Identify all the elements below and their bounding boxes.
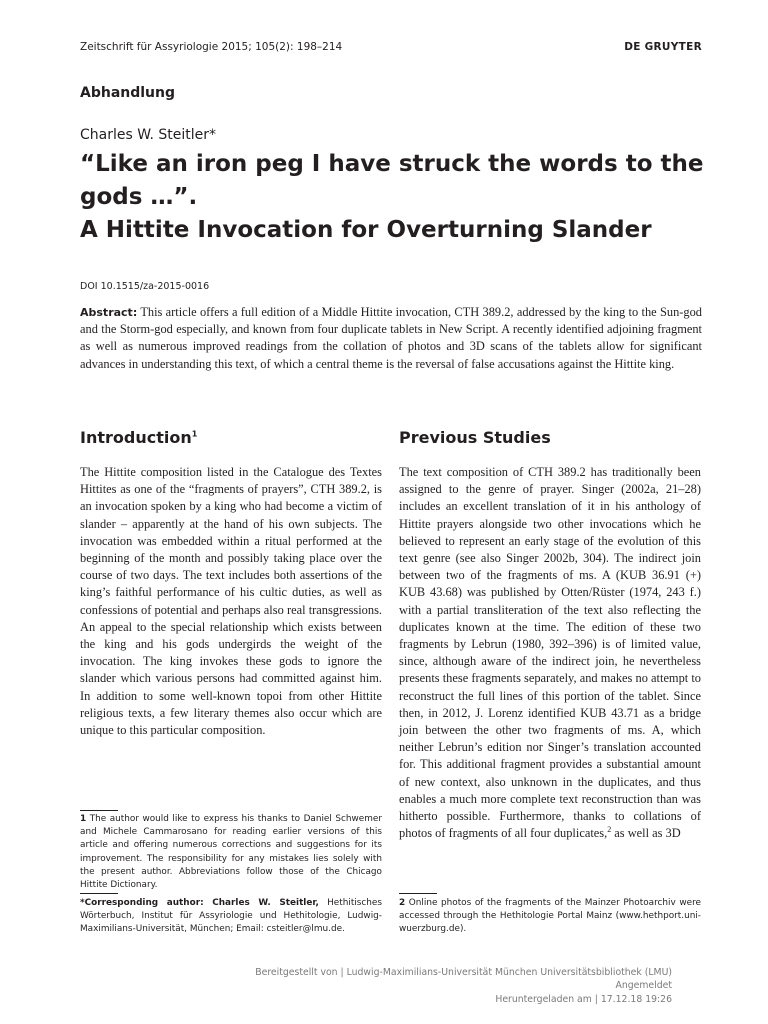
previous-studies-paragraph: [399, 464, 701, 842]
footnote-1-text: The author would like to express his thanks to Daniel Schwemer and Michele Cammarosano for reading earlier versions of this article and offering numerous corrections and suggestions for its improvement. The responsibility for any mistakes lies solely with the present author. Abbreviations follow those of the Chicago Hittite Dictionary.: [80, 814, 382, 891]
article-section-label: Abhandlung: [80, 85, 176, 101]
footnote-ref-1[interactable]: 1: [191, 429, 198, 439]
introduction-body: [80, 464, 382, 739]
footnote-ref-2[interactable]: 2: [607, 825, 612, 835]
introduction-paragraph: The Hittite composition listed in the Catalogue des Textes Hittites as one of the “fragments of prayers”, CTH 389.2, is an invocation spoken by a king who had become a victim of slander – apparently at the hand of his own subjects. The invocation was embedded within a ritual performed at the beginning of the month and possibly taking place over the course of two days. The text includes both assertions of the king’s faithful performance of his cultic duties, as well as confessions of potential and perhaps also real transgressions. An appeal to the special relationship which exists between the king and his gods undergirds the weight of the invocation. The king invokes these gods to ignore the slander which various persons had committed against him. In addition to some well-known topoi from other Hittite religious texts, a few literary themes also occur which are unique to this particular composition.: [80, 465, 382, 738]
footer-provided-by: Bereitgestellt von | Ludwig-Maximilians-Universität München Universitätsbibliothek (LMU): [255, 967, 672, 978]
footnote-rule-right: [399, 893, 437, 894]
doi-link[interactable]: DOI 10.1515/za-2015-0016: [80, 281, 210, 292]
footnote-2: [399, 897, 701, 937]
previous-studies-heading: Previous Studies: [399, 428, 551, 447]
footer-logged-in: Angemeldet: [615, 980, 672, 992]
title-line-3: A Hittite Invocation for Overturning Slander: [80, 217, 652, 243]
title-line-2: gods …”.: [80, 184, 198, 210]
introduction-heading: [80, 428, 197, 447]
introduction-heading-text: Introduction: [80, 428, 192, 447]
journal-citation: Zeitschrift für Assyriologie 2015; 105(2): 198–214: [80, 41, 343, 53]
corresponding-author-note: [80, 897, 382, 937]
footnote-rule-corresponding: [80, 893, 118, 894]
article-title: [80, 148, 704, 247]
footnote-rule-left: [80, 810, 118, 811]
footnote-2-number: 2: [399, 898, 406, 908]
previous-studies-body: [399, 464, 701, 842]
abstract: [80, 304, 702, 373]
footnote-1-number: 1: [80, 814, 87, 824]
download-footer: [255, 966, 672, 1006]
footer-downloaded: Heruntergeladen am | 17.12.18 19:26: [495, 993, 672, 1005]
previous-studies-text-tail: as well as 3D: [611, 826, 681, 841]
previous-studies-text: The text composition of CTH 389.2 has traditionally been assigned to the genre of prayer. Singer (2002a, 21–28) includes an excellent translation of it in his anthology of Hittite prayers alongside two other invocations which he believed to represent an early stage of the evolution of this text genre (see also Singer 2002b, 304). The indirect join between two of the fragments of ms. A (KUB 36.91 (+) KUB 43.68) was published by Otten/Rüster (1974, 243 f.) with a partial transliteration of the text also reflecting the duplicates known at the time. The edition of these two fragments by Lebrun (1980, 392–396) is of limited value, since, although aware of the indirect join, he nevertheless presents these fragments separately, and makes no attempt to reconstruct the full lines of this portion of the tablet. Since then, in 2012, J. Lorenz identified KUB 43.71 as a bridge join between the other two fragments of ms. A, which neither Lebrun’s edition nor Singer’s translation accounted for. This additional fragment provides a substantial amount of new context, also unknown in the duplicates, and thus enables a much more complete text reconstruction than was hitherto possible. Furthermore, thanks to collations of photos of fragments of all four duplicates,: [399, 465, 701, 841]
author-name: Charles W. Steitler*: [80, 127, 216, 143]
corresponding-author-text: Hethitisches Wörterbuch, Institut für Assyriologie und Hethitologie, Ludwig-Maximilians-Universität, München; Email: csteitler@lmu.de.: [80, 898, 382, 935]
abstract-text: This article offers a full edition of a Middle Hittite invocation, CTH 389.2, addressed by the king to the Sun-god and the Storm-god especially, and known from four duplicate tablets in New Script. A recently identified adjoining fragment as well as numerous improved readings from the collation of photos and 3D scans of the tablets allow for significant advances in understanding this text, of which a central theme is the reversal of false accusations against the Hittite king.: [80, 305, 702, 371]
abstract-label: Abstract:: [80, 306, 138, 319]
footnote-2-text: Online photos of the fragments of the Mainzer Photoarchiv were accessed through the Hethitologie Portal Mainz (www.hethport.uni-wuerzburg.de).: [399, 898, 701, 935]
footnote-1: [80, 813, 382, 892]
corresponding-author-label: *Corresponding author: Charles W. Steitler,: [80, 898, 319, 908]
title-line-1: “Like an iron peg I have struck the words to the: [80, 151, 704, 177]
publisher-name: DE GRUYTER: [624, 41, 702, 53]
